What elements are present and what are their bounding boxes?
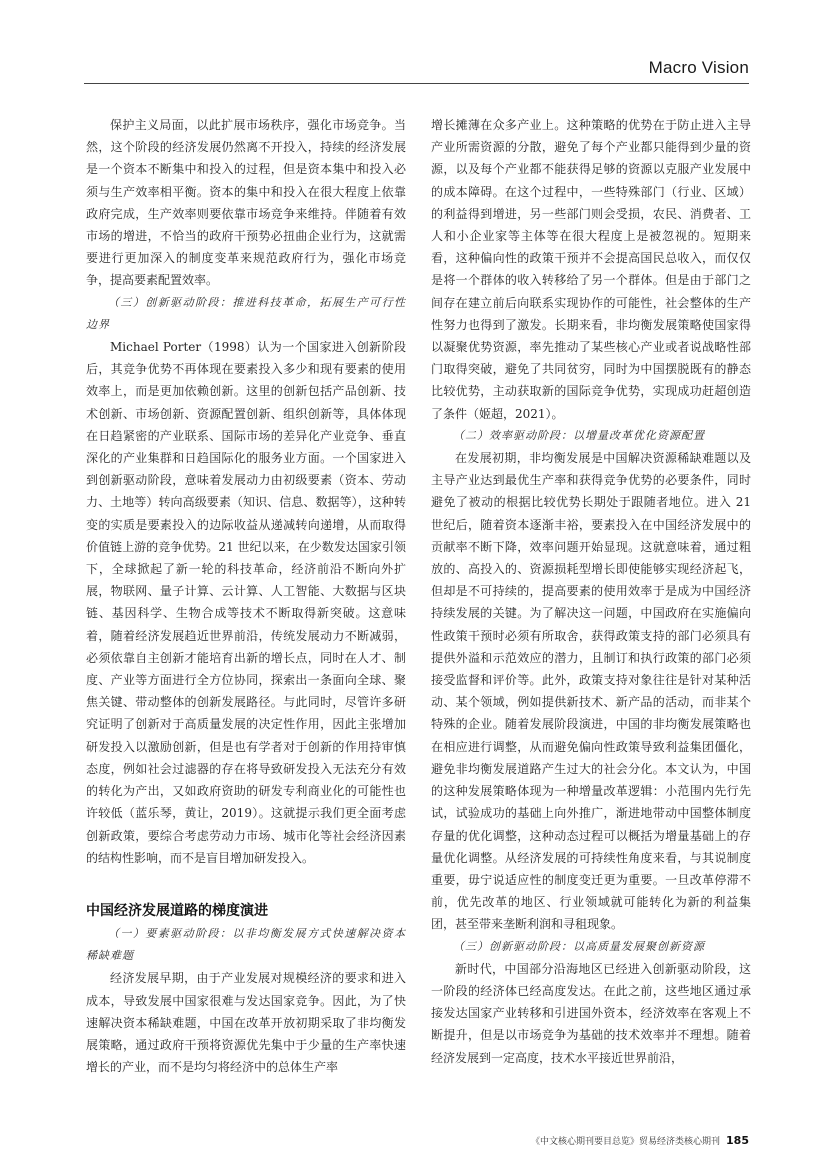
left-paragraph-1: 保护主义局面，以此扩展市场秩序，强化市场竞争。当然，这个阶段的经济发展仍然离不开投入，持续的经济发展是一个资本不断集中和投入的过程，但是资本集中和投入必须与生产效率相平衡。资本的集中和投入在很大程度上依靠政府完成，生产效率则要依靠市场竞争来维持。伴随着有效市场的增进，不恰当的政府干预势必扭曲企业行为，这就需要进行更加深入的制度变革来规范政府行为，强化市场竞争，提高要素配置效率。 (86, 118, 406, 288)
right-paragraph-3: 新时代，中国部分沿海地区已经进入创新驱动阶段，这一阶段的经济体已经高度发达。在此之前，这些地区通过承接发达国家产业转移和引进国外资本，经济效率在客观上不断提升，但是以市场竞争为基础的技术效率并不理想。随着经济发展到一定高度，技术水平接近世界前沿， (431, 961, 751, 1065)
section-heading: 中国经济发展道路的梯度演进 (86, 902, 268, 919)
left-paragraph-3: 经济发展早期，由于产业发展对规模经济的要求和进入成本，导致发展中国家很难与发达国家竞争。因此，为了快速解决资本稀缺难题，中国在改革开放初期采取了非均衡发展策略，通过政府干预将资源优先集中于少量的生产率快速增长的产业，而不是均匀将经济中的总体生产率 (86, 971, 406, 1075)
right-column (431, 114, 751, 1069)
subheading-innovation-stage: （三）创新驱动阶段：推进科技革命，拓展生产可行性边界 (86, 295, 406, 331)
left-column (86, 114, 406, 1078)
right-paragraph-1: 增长摊薄在众多产业上。这种策略的优势在于防止进入主导产业所需资源的分散，避免了每个产业都只能得到少量的资源，以及每个产业都不能获得足够的资源以克服产业发展中的成本障碍。在这个过程中，一些特殊部门（行业、区域）的利益得到增进，另一些部门则会受损，农民、消费者、工人和小企业家等主体等在很大程度上是被忽视的。短期来看，这种偏向性的政策干预并不会提高国民总收入，而仅仅是将一个群体的收入转移给了另一个群体。但是由于部门之间存在建立前后向联系实现协作的可能性，社会整体的生产性努力也得到了激发。长期来看，非均衡发展策略使国家得以凝聚优势资源，率先推动了某些核心产业或者说战略性部门取得突破，避免了共同贫穷，同时为中国摆脱既有的静态比较优势，主动获取新的国际竞争优势，实现成功赶超创造了条件（姬超，2021）。 (431, 118, 751, 421)
subheading-factor-stage: （一）要素驱动阶段：以非均衡发展方式快速解决资本稀缺难题 (86, 926, 406, 963)
header-divider (84, 83, 749, 84)
subheading-efficiency-stage: （二）效率驱动阶段：以增量改革优化资源配置 (453, 428, 705, 442)
page-footer (531, 1134, 749, 1147)
section-spacer (86, 869, 406, 899)
right-paragraph-2: 在发展初期，非均衡发展是中国解决资源稀缺难题以及主导产业达到最优生产率和获得竞争优势的必要条件，同时避免了被动的根据比较优势长期处于跟随者地位。进入 21 世纪后，随着资本逐渐丰裕，要素投入在中国经济发展中的贡献率不断下降，效率问题开始显现。这就意味着，通过粗放的、高投入的、资源损耗型增长即使能够实现经济起飞，但却是不可持续的，提高要素的使用效率于是成为中国经济持续发展的关键。为了解决这一问题，中国政府在实施偏向性政策干预时必须有所取舍，获得政策支持的部门必须具有提供外溢和示范效应的潜力，且制订和执行政策的部门必须接受监督和评价等。此外，政策支持对象往往是针对某种活动、某个领域，例如提供新技术、新产品的活动，而非某个特殊的企业。随着发展阶段演进，中国的非均衡发展策略也在相应进行调整，从而避免偏向性政策导致利益集团僵化，避免非均衡发展道路产生过大的社会分化。本文认为，中国的这种发展策略体现为一种增量改革逻辑：小范围内先行先试，试验成功的基础上向外推广，渐进地带动中国整体制度存量的优化调整，这种动态过程可以概括为增量基础上的存量优化调整。从经济发展的可持续性角度来看，与其说制度重要，毋宁说适应性的制度变迁更为重要。一旦改革停滞不前，优先改革的地区、行业领域就可能转化为新的利益集团，甚至带来垄断利润和寻租现象。 (431, 451, 751, 932)
left-paragraph-2: Michael Porter（1998）认为一个国家进入创新阶段后，其竞争优势不再体现在要素投入多少和现有要素的使用效率上，而是更加依赖创新。这里的创新包括产品创新、技术创新、市场创新、资源配置创新、组织创新等，具体体现在日趋紧密的产业联系、国际市场的差异化产业竞争、垂直深化的产业集群和日趋国际化的服务业方面。一个国家进入到创新驱动阶段，意味着发展动力由初级要素（资本、劳动力、土地等）转向高级要素（知识、信息、数据等），这种转变的实质是要素投入的边际收益从递减转向递增，从而取得价值链上游的竞争优势。21 世纪以来，在少数发达国家引领下，全球掀起了新一轮的科技革命，经济前沿不断向外扩展，物联网、量子计算、云计算、人工智能、大数据与区块链、基因科学、生物合成等技术不断取得新突破。这意味着，随着经济发展趋近世界前沿，传统发展动力不断减弱，必须依靠自主创新才能培育出新的增长点，同时在人才、制度、产业等方面进行全方位协同，探索出一条面向全球、聚焦关键、带动整体的创新发展路径。与此同时，尽管许多研究证明了创新对于高质量发展的决定性作用，因此主张增加研发投入以激励创新，但是也有学者对于创新的作用持审慎态度，例如社会过滤器的存在将导致研发投入无法充分有效的转化为产出，又如政府资助的研发专利商业化的可能性也许较低（蓝乐琴，黄让，2019）。这就提示我们更全面考虑创新政策，要综合考虑劳动力市场、城市化等社会经济因素的结构性影响，而不是盲目增加研发投入。 (86, 340, 406, 865)
page-number: 185 (726, 1134, 749, 1147)
subheading-quality-stage: （三）创新驱动阶段：以高质量发展聚创新资源 (453, 939, 705, 953)
footer-journal: 《中文核心期刊要目总览》贸易经济类核心期刊 (531, 1137, 721, 1147)
header-title: Macro Vision (648, 58, 749, 77)
